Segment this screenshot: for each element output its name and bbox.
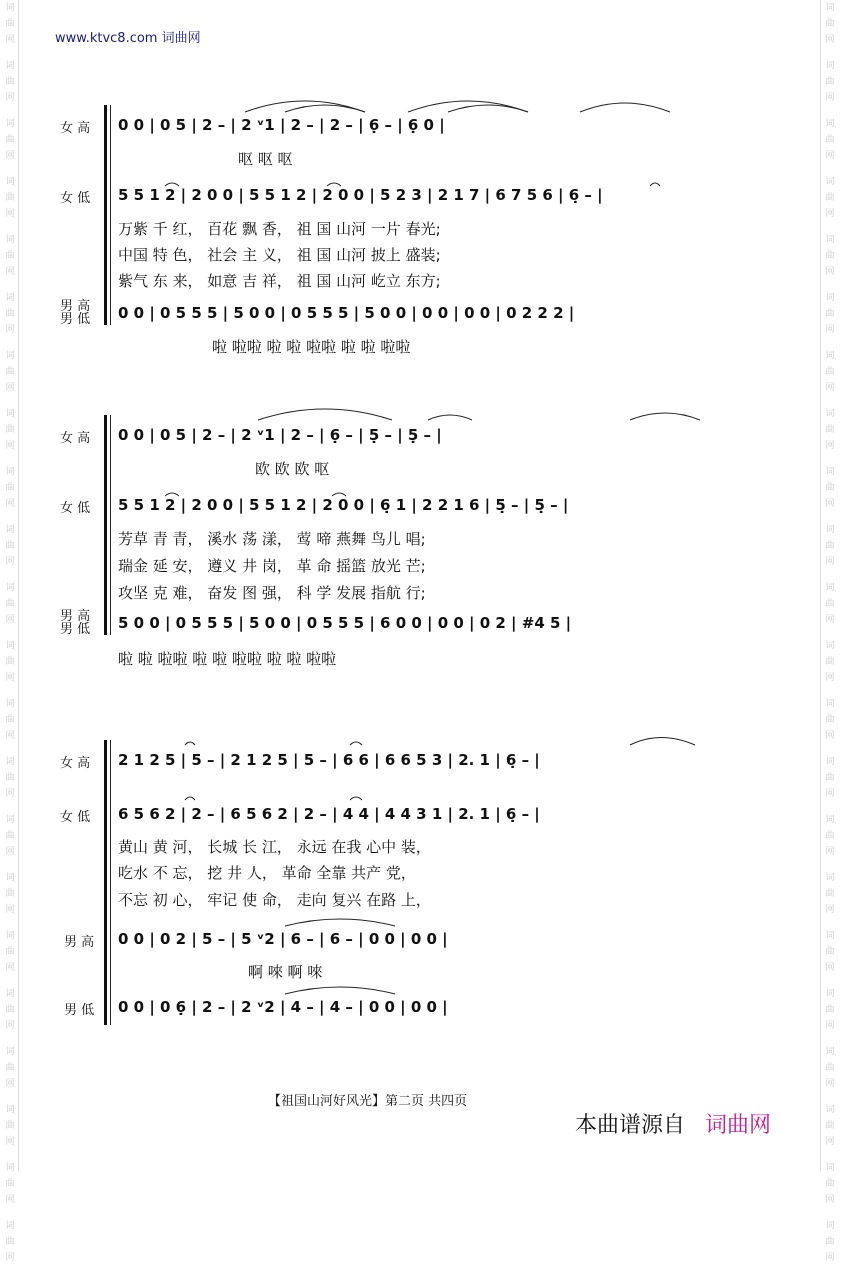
lyric-line: 瑞金 延 安， 遵义 井 岗， 革 命 摇篮 放光 芒; — [118, 557, 426, 575]
watermark-char: 词 — [5, 467, 15, 477]
watermark-char: 网 — [5, 1021, 15, 1031]
watermark-char: 网 — [825, 383, 835, 393]
watermark-char: 词 — [5, 293, 15, 303]
watermark-char: 曲 — [825, 715, 835, 725]
part-label: 男 高 男 低 — [60, 609, 91, 637]
watermark-char: 曲 — [825, 1005, 835, 1015]
part-label: 男 低 — [64, 1003, 95, 1018]
watermark-char: 网 — [5, 905, 15, 915]
watermark-char: 词 — [825, 583, 835, 593]
watermark-char: 网 — [5, 1195, 15, 1205]
watermark-char: 词 — [825, 235, 835, 245]
watermark-char: 曲 — [825, 947, 835, 957]
watermark-char: 曲 — [825, 425, 835, 435]
watermark-char: 网 — [825, 905, 835, 915]
watermark-char: 曲 — [825, 193, 835, 203]
watermark-char: 曲 — [825, 657, 835, 667]
lyric-line: 黄山 黄 河， 长城 长 江， 永远 在我 心中 装， — [118, 838, 431, 856]
watermark-char: 曲 — [5, 309, 15, 319]
lyric-line: 吃水 不 忘， 挖 井 人， 革命 全靠 共产 党， — [118, 864, 416, 882]
notes-alto: 6 5 6 2 | 2 – | 6 5 6 2 | 2 – | 4 4 | 4 4 3 1 | 2. 1 | 6̣ – | — [118, 805, 540, 823]
watermark-char: 词 — [825, 931, 835, 941]
watermark-char: 网 — [825, 1079, 835, 1089]
watermark-char: 词 — [825, 177, 835, 187]
watermark-char: 曲 — [5, 425, 15, 435]
notes-soprano: 0 0 | 0 5 | 2 – | 2 ᵛ1 | 2 – | 2 – | 6̣ – | 6̣ 0 | — [118, 116, 445, 134]
watermark-char: 网 — [825, 325, 835, 335]
lyric-line: 芳草 青 青， 溪水 荡 漾， 莺 啼 燕舞 鸟儿 唱; — [118, 530, 426, 548]
watermark-char: 词 — [5, 525, 15, 535]
watermark-char: 网 — [5, 325, 15, 335]
watermark-char: 曲 — [5, 715, 15, 725]
watermark-char: 词 — [825, 641, 835, 651]
watermark-char: 曲 — [5, 1005, 15, 1015]
watermark-char: 网 — [825, 441, 835, 451]
watermark-char: 网 — [5, 441, 15, 451]
watermark-char: 曲 — [5, 135, 15, 145]
watermark-char: 网 — [5, 93, 15, 103]
watermark-char: 词 — [5, 119, 15, 129]
watermark-char: 网 — [825, 267, 835, 277]
notes-men-low: 0 0 | 0 6̣ | 2 – | 2 ᵛ2 | 4 – | 4 – | 0 0 | 0 0 | — [118, 998, 448, 1016]
notes-alto: 5 5 1 2 | 2 0 0 | 5 5 1 2 | 2 0 0 | 5 2 3 | 2 1 7 | 6 7 5 6 | 6̣ – | — [118, 186, 603, 204]
watermark-char: 词 — [5, 177, 15, 187]
notes-soprano: 2 1 2 5 | 5 – | 2 1 2 5 | 5 – | 6 6 | 6 6 5 3 | 2. 1 | 6̣ – | — [118, 751, 540, 769]
watermark-char: 曲 — [825, 77, 835, 87]
watermark-char: 词 — [825, 293, 835, 303]
watermark-char: 词 — [825, 699, 835, 709]
watermark-char: 曲 — [5, 367, 15, 377]
watermark-char: 网 — [5, 963, 15, 973]
lyric-line: 中国 特 色， 社会 主 义， 祖 国 山河 披上 盛装; — [118, 246, 441, 264]
watermark-char: 曲 — [825, 1121, 835, 1131]
part-label: 男 高 — [64, 935, 95, 950]
watermark-char: 网 — [5, 151, 15, 161]
watermark-char: 词 — [825, 61, 835, 71]
watermark-char: 词 — [825, 815, 835, 825]
watermark-char: 网 — [5, 847, 15, 857]
watermark-char: 网 — [825, 847, 835, 857]
part-label: 女 低 — [60, 810, 91, 825]
watermark-char: 网 — [5, 673, 15, 683]
watermark-char: 词 — [825, 1047, 835, 1057]
watermark-char: 网 — [825, 557, 835, 567]
site-url[interactable]: www.ktvc8.com 词曲网 — [55, 31, 201, 46]
watermark-char: 词 — [825, 989, 835, 999]
watermark-char: 网 — [825, 963, 835, 973]
watermark-char: 词 — [825, 525, 835, 535]
watermark-char: 曲 — [825, 1063, 835, 1073]
part-label: 女 高 — [60, 431, 91, 446]
watermark-char: 词 — [825, 3, 835, 13]
watermark-char: 网 — [5, 383, 15, 393]
watermark-char: 曲 — [5, 599, 15, 609]
watermark-char: 曲 — [5, 831, 15, 841]
watermark-char: 词 — [825, 409, 835, 419]
watermark-char: 曲 — [825, 483, 835, 493]
watermark-char: 词 — [5, 351, 15, 361]
watermark-char: 曲 — [5, 541, 15, 551]
watermark-char: 词 — [825, 119, 835, 129]
watermark-char: 网 — [5, 209, 15, 219]
watermark-char: 曲 — [5, 657, 15, 667]
watermark-char: 网 — [5, 267, 15, 277]
watermark-char: 网 — [825, 35, 835, 45]
watermark-char: 网 — [825, 789, 835, 799]
watermark-char: 词 — [825, 873, 835, 883]
watermark-char: 网 — [825, 673, 835, 683]
watermark-char: 曲 — [5, 1121, 15, 1131]
watermark-char: 词 — [5, 699, 15, 709]
watermark-char: 词 — [825, 1163, 835, 1173]
watermark-char: 曲 — [5, 77, 15, 87]
watermark-char: 曲 — [5, 947, 15, 957]
watermark-char: 曲 — [825, 773, 835, 783]
watermark-char: 网 — [825, 1021, 835, 1031]
watermark-char: 词 — [5, 641, 15, 651]
watermark-char: 网 — [825, 615, 835, 625]
watermark-char: 词 — [5, 1163, 15, 1173]
watermark-char: 曲 — [5, 1237, 15, 1247]
watermark-char: 词 — [825, 757, 835, 767]
lyric-line: 欧 欧 欧 呕 — [255, 460, 330, 478]
watermark-char: 网 — [825, 499, 835, 509]
lyric-line: 啊 唻 啊 唻 — [248, 963, 323, 981]
watermark-char: 网 — [5, 1079, 15, 1089]
watermark-char: 网 — [5, 1137, 15, 1147]
watermark-char: 曲 — [825, 367, 835, 377]
watermark-char: 网 — [825, 1137, 835, 1147]
watermark-char: 词 — [5, 1047, 15, 1057]
lyric-line: 啦 啦 啦啦 啦 啦 啦啦 啦 啦 啦啦 — [118, 650, 337, 668]
watermark-char: 词 — [5, 931, 15, 941]
lyric-line: 不忘 初 心， 牢记 使 命， 走向 复兴 在路 上， — [118, 891, 431, 909]
watermark-char: 网 — [5, 731, 15, 741]
watermark-char: 曲 — [825, 1179, 835, 1189]
watermark-char: 曲 — [825, 1237, 835, 1247]
watermark-char: 网 — [825, 1195, 835, 1205]
watermark-char: 词 — [825, 351, 835, 361]
watermark-char: 曲 — [5, 1179, 15, 1189]
lyric-line: 呕 呕 呕 — [238, 150, 293, 168]
notes-men: 5 0 0 | 0 5 5 5 | 5 0 0 | 0 5 5 5 | 6 0 0 | 0 0 | 0 2 | #4 5 | — [118, 614, 572, 632]
watermark-char: 词 — [5, 757, 15, 767]
notes-men-high: 0 0 | 0 2 | 5 – | 5 ᵛ2 | 6 – | 6 – | 0 0 | 0 0 | — [118, 930, 448, 948]
part-label: 男 高 男 低 — [60, 299, 91, 327]
part-label: 女 低 — [60, 191, 91, 206]
watermark-char: 曲 — [5, 1063, 15, 1073]
watermark-char: 曲 — [825, 251, 835, 261]
watermark-char: 词 — [5, 1105, 15, 1115]
page-footer: 【祖国山河好风光】第二页 共四页 — [268, 1094, 468, 1109]
watermark-char: 词 — [825, 1221, 835, 1231]
watermark-char: 曲 — [825, 309, 835, 319]
watermark-char: 网 — [5, 499, 15, 509]
watermark-char: 词 — [5, 989, 15, 999]
watermark-char: 曲 — [825, 831, 835, 841]
watermark-char: 曲 — [825, 889, 835, 899]
watermark-char: 网 — [5, 35, 15, 45]
watermark-char: 网 — [825, 151, 835, 161]
notes-men: 0 0 | 0 5 5 5 | 5 0 0 | 0 5 5 5 | 5 0 0 | 0 0 | 0 0 | 0 2 2 2 | — [118, 304, 575, 322]
watermark-char: 词 — [5, 1221, 15, 1231]
watermark-char: 词 — [825, 467, 835, 477]
part-label: 女 高 — [60, 121, 91, 136]
watermark-char: 曲 — [5, 889, 15, 899]
watermark-char: 曲 — [5, 193, 15, 203]
watermark-char: 网 — [825, 1253, 835, 1263]
watermark-char: 网 — [825, 209, 835, 219]
lyric-line: 万紫 千 红， 百花 飘 香， 祖 国 山河 一片 春光; — [118, 220, 441, 238]
source-prefix: 本曲谱源自 — [575, 1113, 686, 1138]
watermark-char: 词 — [5, 61, 15, 71]
watermark-char: 词 — [5, 873, 15, 883]
part-label: 女 高 — [60, 756, 91, 771]
watermark-char: 词 — [825, 1105, 835, 1115]
lyric-line: 啦 啦啦 啦 啦 啦啦 啦 啦 啦啦 — [212, 338, 411, 356]
watermark-char: 曲 — [825, 541, 835, 551]
watermark-char: 词 — [5, 583, 15, 593]
watermark-char: 网 — [825, 93, 835, 103]
watermark-char: 曲 — [5, 251, 15, 261]
source-credit — [575, 1108, 771, 1139]
watermark-char: 网 — [5, 557, 15, 567]
watermark-char: 网 — [5, 1253, 15, 1263]
notes-alto: 5 5 1 2 | 2 0 0 | 5 5 1 2 | 2 0 0 | 6̣ 1 | 2 2 1 6 | 5̣ – | 5̣ – | — [118, 496, 569, 514]
watermark-char: 网 — [5, 789, 15, 799]
watermark-char: 网 — [5, 615, 15, 625]
source-brand-link[interactable]: 词曲网 — [705, 1113, 772, 1138]
lyric-line: 攻坚 克 难， 奋发 图 强， 科 学 发展 指航 行; — [118, 584, 426, 602]
watermark-char: 词 — [5, 3, 15, 13]
watermark-char: 曲 — [5, 19, 15, 29]
watermark-char: 词 — [5, 235, 15, 245]
watermark-char: 曲 — [825, 19, 835, 29]
watermark-char: 曲 — [825, 135, 835, 145]
watermark-char: 词 — [5, 815, 15, 825]
watermark-char: 曲 — [825, 599, 835, 609]
watermark-char: 曲 — [5, 483, 15, 493]
watermark-char: 网 — [825, 731, 835, 741]
watermark-char: 曲 — [5, 773, 15, 783]
part-label: 女 低 — [60, 501, 91, 516]
lyric-line: 紫气 东 来， 如意 吉 祥， 祖 国 山河 屹立 东方; — [118, 272, 441, 290]
watermark-char: 词 — [5, 409, 15, 419]
notes-soprano: 0 0 | 0 5 | 2 – | 2 ᵛ1 | 2 – | 6̣ – | 5̣ – | 5̣ – | — [118, 426, 442, 444]
